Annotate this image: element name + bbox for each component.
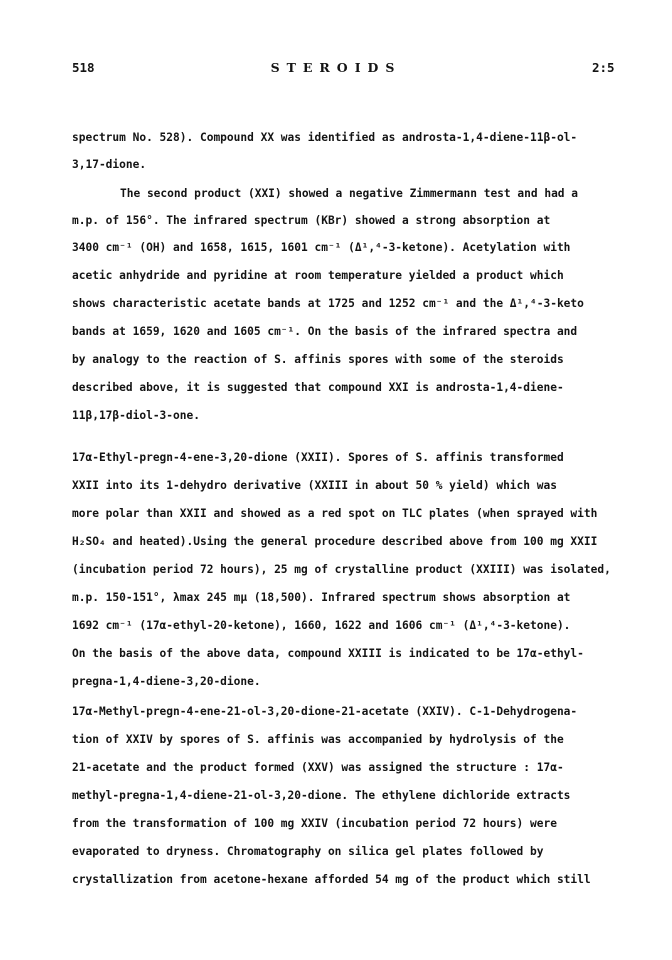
section-number: 2:5 [592, 60, 615, 75]
text-line: 17α-Methyl-pregn-4-ene-21-ol-3,20-dione-21-acetate (XXIV). C-1-Dehydrogena- [72, 705, 578, 718]
text-line: pregna-1,4-diene-3,20-dione. [72, 675, 261, 688]
text-line: H₂SO₄ and heated).Using the general procedure described above from 100 mg XXII [72, 535, 598, 548]
text-line: m.p. of 156°. The infrared spectrum (KBr) showed a strong absorption at [72, 214, 551, 227]
text-line: acetic anhydride and pyridine at room temperature yielded a product which [72, 269, 564, 282]
text-line: 3400 cm⁻¹ (OH) and 1658, 1615, 1601 cm⁻¹ (Δ¹,⁴-3-ketone). Acetylation with [72, 241, 571, 254]
text-line: bands at 1659, 1620 and 1605 cm⁻¹. On the basis of the infrared spectra and [72, 325, 578, 338]
text-line: XXII into its 1-dehydro derivative (XXIII in about 50 % yield) which was [72, 479, 557, 492]
text-line: (incubation period 72 hours), 25 mg of crystalline product (XXIII) was isolated, [72, 563, 611, 576]
text-line: crystallization from acetone-hexane afforded 54 mg of the product which still [72, 873, 591, 886]
text-line: by analogy to the reaction of S. affinis spores with some of the steroids [72, 353, 564, 366]
page-number: 518 [72, 60, 95, 75]
text-line: The second product (XXI) showed a negative Zimmermann test and had a [120, 187, 579, 200]
text-line: described above, it is suggested that compound XXI is androsta-1,4-diene- [72, 381, 564, 394]
text-line: m.p. 150-151°, λmax 245 mμ (18,500). Infrared spectrum shows absorption at [72, 591, 571, 604]
running-title: STEROIDS [270, 60, 402, 75]
text-line: evaporated to dryness. Chromatography on silica gel plates followed by [72, 845, 544, 858]
text-line: more polar than XXII and showed as a red spot on TLC plates (when sprayed with [72, 507, 598, 520]
text-line: 1692 cm⁻¹ (17α-ethyl-20-ketone), 1660, 1622 and 1606 cm⁻¹ (Δ¹,⁴-3-ketone). [72, 619, 571, 632]
text-line: 3,17-dione. [72, 158, 147, 171]
text-line: 17α-Ethyl-pregn-4-ene-3,20-dione (XXII). Spores of S. affinis transformed [72, 451, 564, 464]
text-line: from the transformation of 100 mg XXIV (incubation period 72 hours) were [72, 817, 557, 830]
text-line: 11β,17β-diol-3-one. [72, 409, 200, 422]
text-line: methyl-pregna-1,4-diene-21-ol-3,20-dione. The ethylene dichloride extracts [72, 789, 571, 802]
text-line: spectrum No. 528). Compound XX was identified as androsta-1,4-diene-11β-ol- [72, 131, 578, 144]
text-line: 21-acetate and the product formed (XXV) was assigned the structure : 17α- [72, 761, 564, 774]
text-line: shows characteristic acetate bands at 1725 and 1252 cm⁻¹ and the Δ¹,⁴-3-keto [72, 297, 584, 310]
text-line: On the basis of the above data, compound XXIII is indicated to be 17α-ethyl- [72, 647, 584, 660]
text-line: tion of XXIV by spores of S. affinis was accompanied by hydrolysis of the [72, 733, 564, 746]
